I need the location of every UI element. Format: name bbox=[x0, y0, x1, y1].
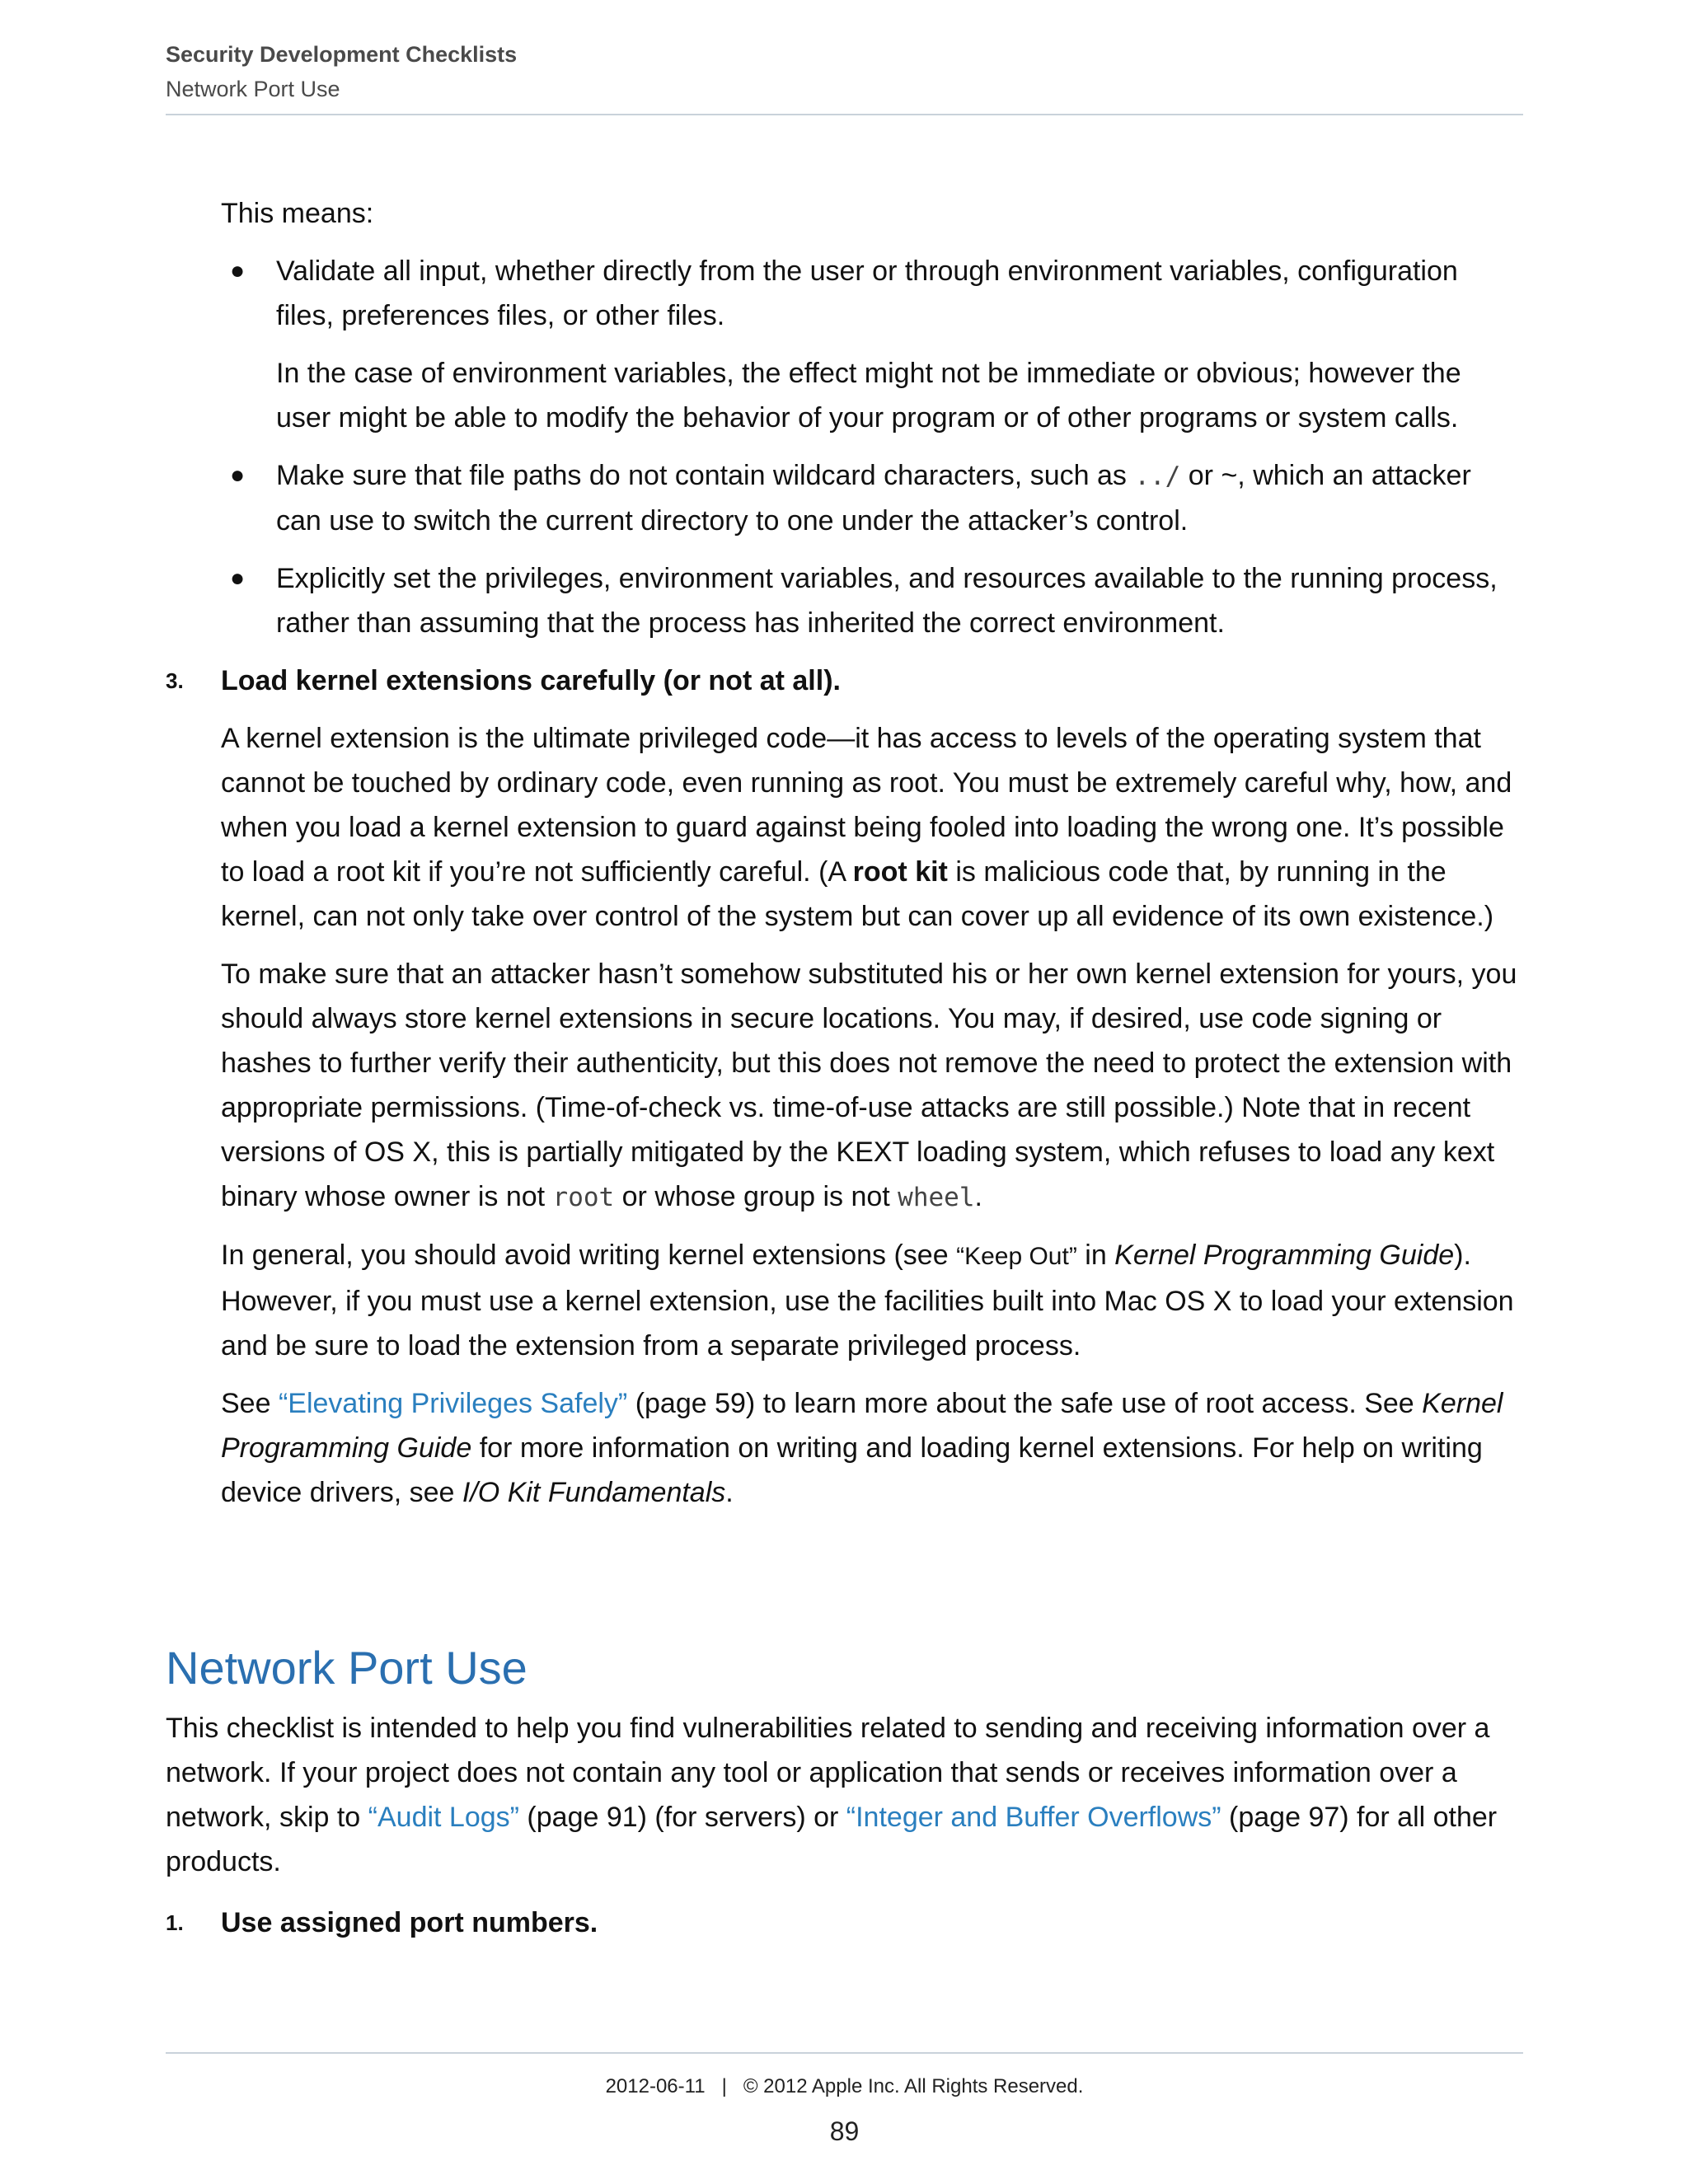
p3-text-a: In general, you should avoid writing kernel extensions (see bbox=[221, 1240, 957, 1271]
p3-text-b: in bbox=[1076, 1240, 1115, 1271]
item3-title: Load kernel extensions carefully (or not at all). bbox=[221, 665, 841, 696]
numbered-item-1 bbox=[166, 1900, 1523, 1945]
p2-text-b: or whose group is not bbox=[614, 1181, 898, 1212]
p4-text-d: . bbox=[725, 1477, 734, 1508]
header-title: Security Development Checklists bbox=[166, 42, 518, 67]
bullet2-text bbox=[276, 453, 1523, 543]
wheel-code: wheel bbox=[898, 1183, 975, 1212]
bullet-item bbox=[230, 556, 1523, 645]
kernel-guide-title: Kernel Programming Guide bbox=[1114, 1240, 1455, 1271]
footer-line bbox=[166, 2075, 1523, 2098]
root-kit-term: root kit bbox=[852, 856, 948, 888]
header-subtitle: Network Port Use bbox=[166, 77, 340, 101]
root-code: root bbox=[552, 1183, 615, 1212]
item-number: 3. bbox=[166, 668, 184, 693]
bullet1-paragraph: In the case of environment variables, the effect might not be immediate or obvious; however the user might be able to modify the behavior of your program or of other programs or system calls. bbox=[276, 358, 1461, 434]
kernel-guide-title-2: Kernel Programming Guide bbox=[221, 1388, 1503, 1464]
paragraph-general-advice bbox=[221, 1233, 1523, 1368]
audit-logs-link[interactable]: “Audit Logs” bbox=[368, 1802, 519, 1833]
intro-text-b: (page 91) (for servers) or bbox=[518, 1802, 846, 1833]
paragraph-secure-locations bbox=[221, 952, 1523, 1220]
paragraph-see-also bbox=[221, 1381, 1523, 1515]
keep-out-ref: “Keep Out” bbox=[956, 1243, 1077, 1270]
bullet-item bbox=[230, 249, 1523, 338]
p4-text-c: for more information on writing and loading kernel extensions. For help on writing device drivers, see bbox=[221, 1432, 1483, 1508]
means-intro: This means: bbox=[221, 198, 374, 229]
p1-text-b: is malicious code that, by running in the kernel, can not only take over control of the system but can cover up all evidence of its own existence.) bbox=[221, 856, 1494, 932]
bullet1-text: Validate all input, whether directly from the user or through environment variables, configuration files, preferences files, or other files. bbox=[276, 255, 1458, 331]
section-intro bbox=[166, 1706, 1523, 1884]
bullet-dot-icon: ● bbox=[230, 565, 246, 592]
item-number: 1. bbox=[166, 1910, 184, 1935]
bullet3-text: Explicitly set the privileges, environment variables, and resources available to the running process, rather than assuming that the process has inherited the correct environment. bbox=[276, 563, 1498, 639]
footer-separator: | bbox=[721, 2075, 727, 2097]
bullet-item bbox=[230, 453, 1523, 543]
item1-title: Use assigned port numbers. bbox=[221, 1907, 598, 1938]
page-footer bbox=[166, 2052, 1523, 2147]
intro-text-a: This checklist is intended to help you find vulnerabilities related to sending and receiving information over a network. If your project does not contain any tool or application that sends or receives information over a network, skip to bbox=[166, 1713, 1490, 1833]
footer-copyright: © 2012 Apple Inc. All Rights Reserved. bbox=[743, 2075, 1084, 2097]
numbered-item-3 bbox=[166, 658, 1523, 703]
p4-text-b: (page 59) to learn more about the safe use of root access. See bbox=[627, 1388, 1423, 1419]
footer-date: 2012-06-11 bbox=[605, 2075, 706, 2097]
section-title: Network Port Use bbox=[166, 1642, 528, 1694]
page-header bbox=[166, 38, 1523, 115]
paragraph-kernel-extension bbox=[221, 716, 1523, 939]
p4-text-a: See bbox=[221, 1388, 279, 1419]
io-kit-title: I/O Kit Fundamentals bbox=[462, 1477, 726, 1508]
bullet2-text-a: Make sure that file paths do not contain wildcard characters, such as bbox=[276, 460, 1135, 491]
integer-overflows-link[interactable]: “Integer and Buffer Overflows” bbox=[846, 1802, 1221, 1833]
elevating-privileges-link[interactable]: “Elevating Privileges Safely” bbox=[278, 1388, 628, 1419]
intro-text-c: (page 97) for all other products. bbox=[166, 1802, 1498, 1877]
bullet2-text-b: or ~, which an attacker can use to switch the current directory to one under the attacker’s control. bbox=[276, 460, 1471, 537]
p3-text-c: ). However, if you must use a kernel extension, use the facilities built into Mac OS X to load your extension and be sure to load the extension from a separate privileged process. bbox=[221, 1240, 1514, 1361]
wildcard-code: ../ bbox=[1134, 462, 1181, 491]
page-number: 89 bbox=[829, 2116, 860, 2146]
main-content bbox=[166, 191, 1523, 1945]
p2-text-c: . bbox=[974, 1181, 982, 1212]
bullet-dot-icon: ● bbox=[230, 462, 246, 489]
p2-text-a: To make sure that an attacker hasn’t somehow substituted his or her own kernel extension for yours, you should always store kernel extensions in secure locations. You may, if desired, use code signing or hashes to further verify their authenticity, but this does not remove the need to protect the extension with appropriate permissions. (Time-of-check vs. time-of-use attacks are still possible.) Note that in recent versions of OS X, this is partially mitigated by the KEXT loading system, which refuses to load any kext binary whose owner is not bbox=[221, 958, 1517, 1212]
p1-text-a: A kernel extension is the ultimate privileged code—it has access to levels of the operating system that cannot be touched by ordinary code, even running as root. You must be extremely careful why, how, and when you load a kernel extension to guard against being fooled into loading the wrong one. It’s possible to load a root kit if you’re not sufficiently careful. (A bbox=[221, 723, 1512, 888]
bullet-dot-icon: ● bbox=[230, 257, 246, 284]
